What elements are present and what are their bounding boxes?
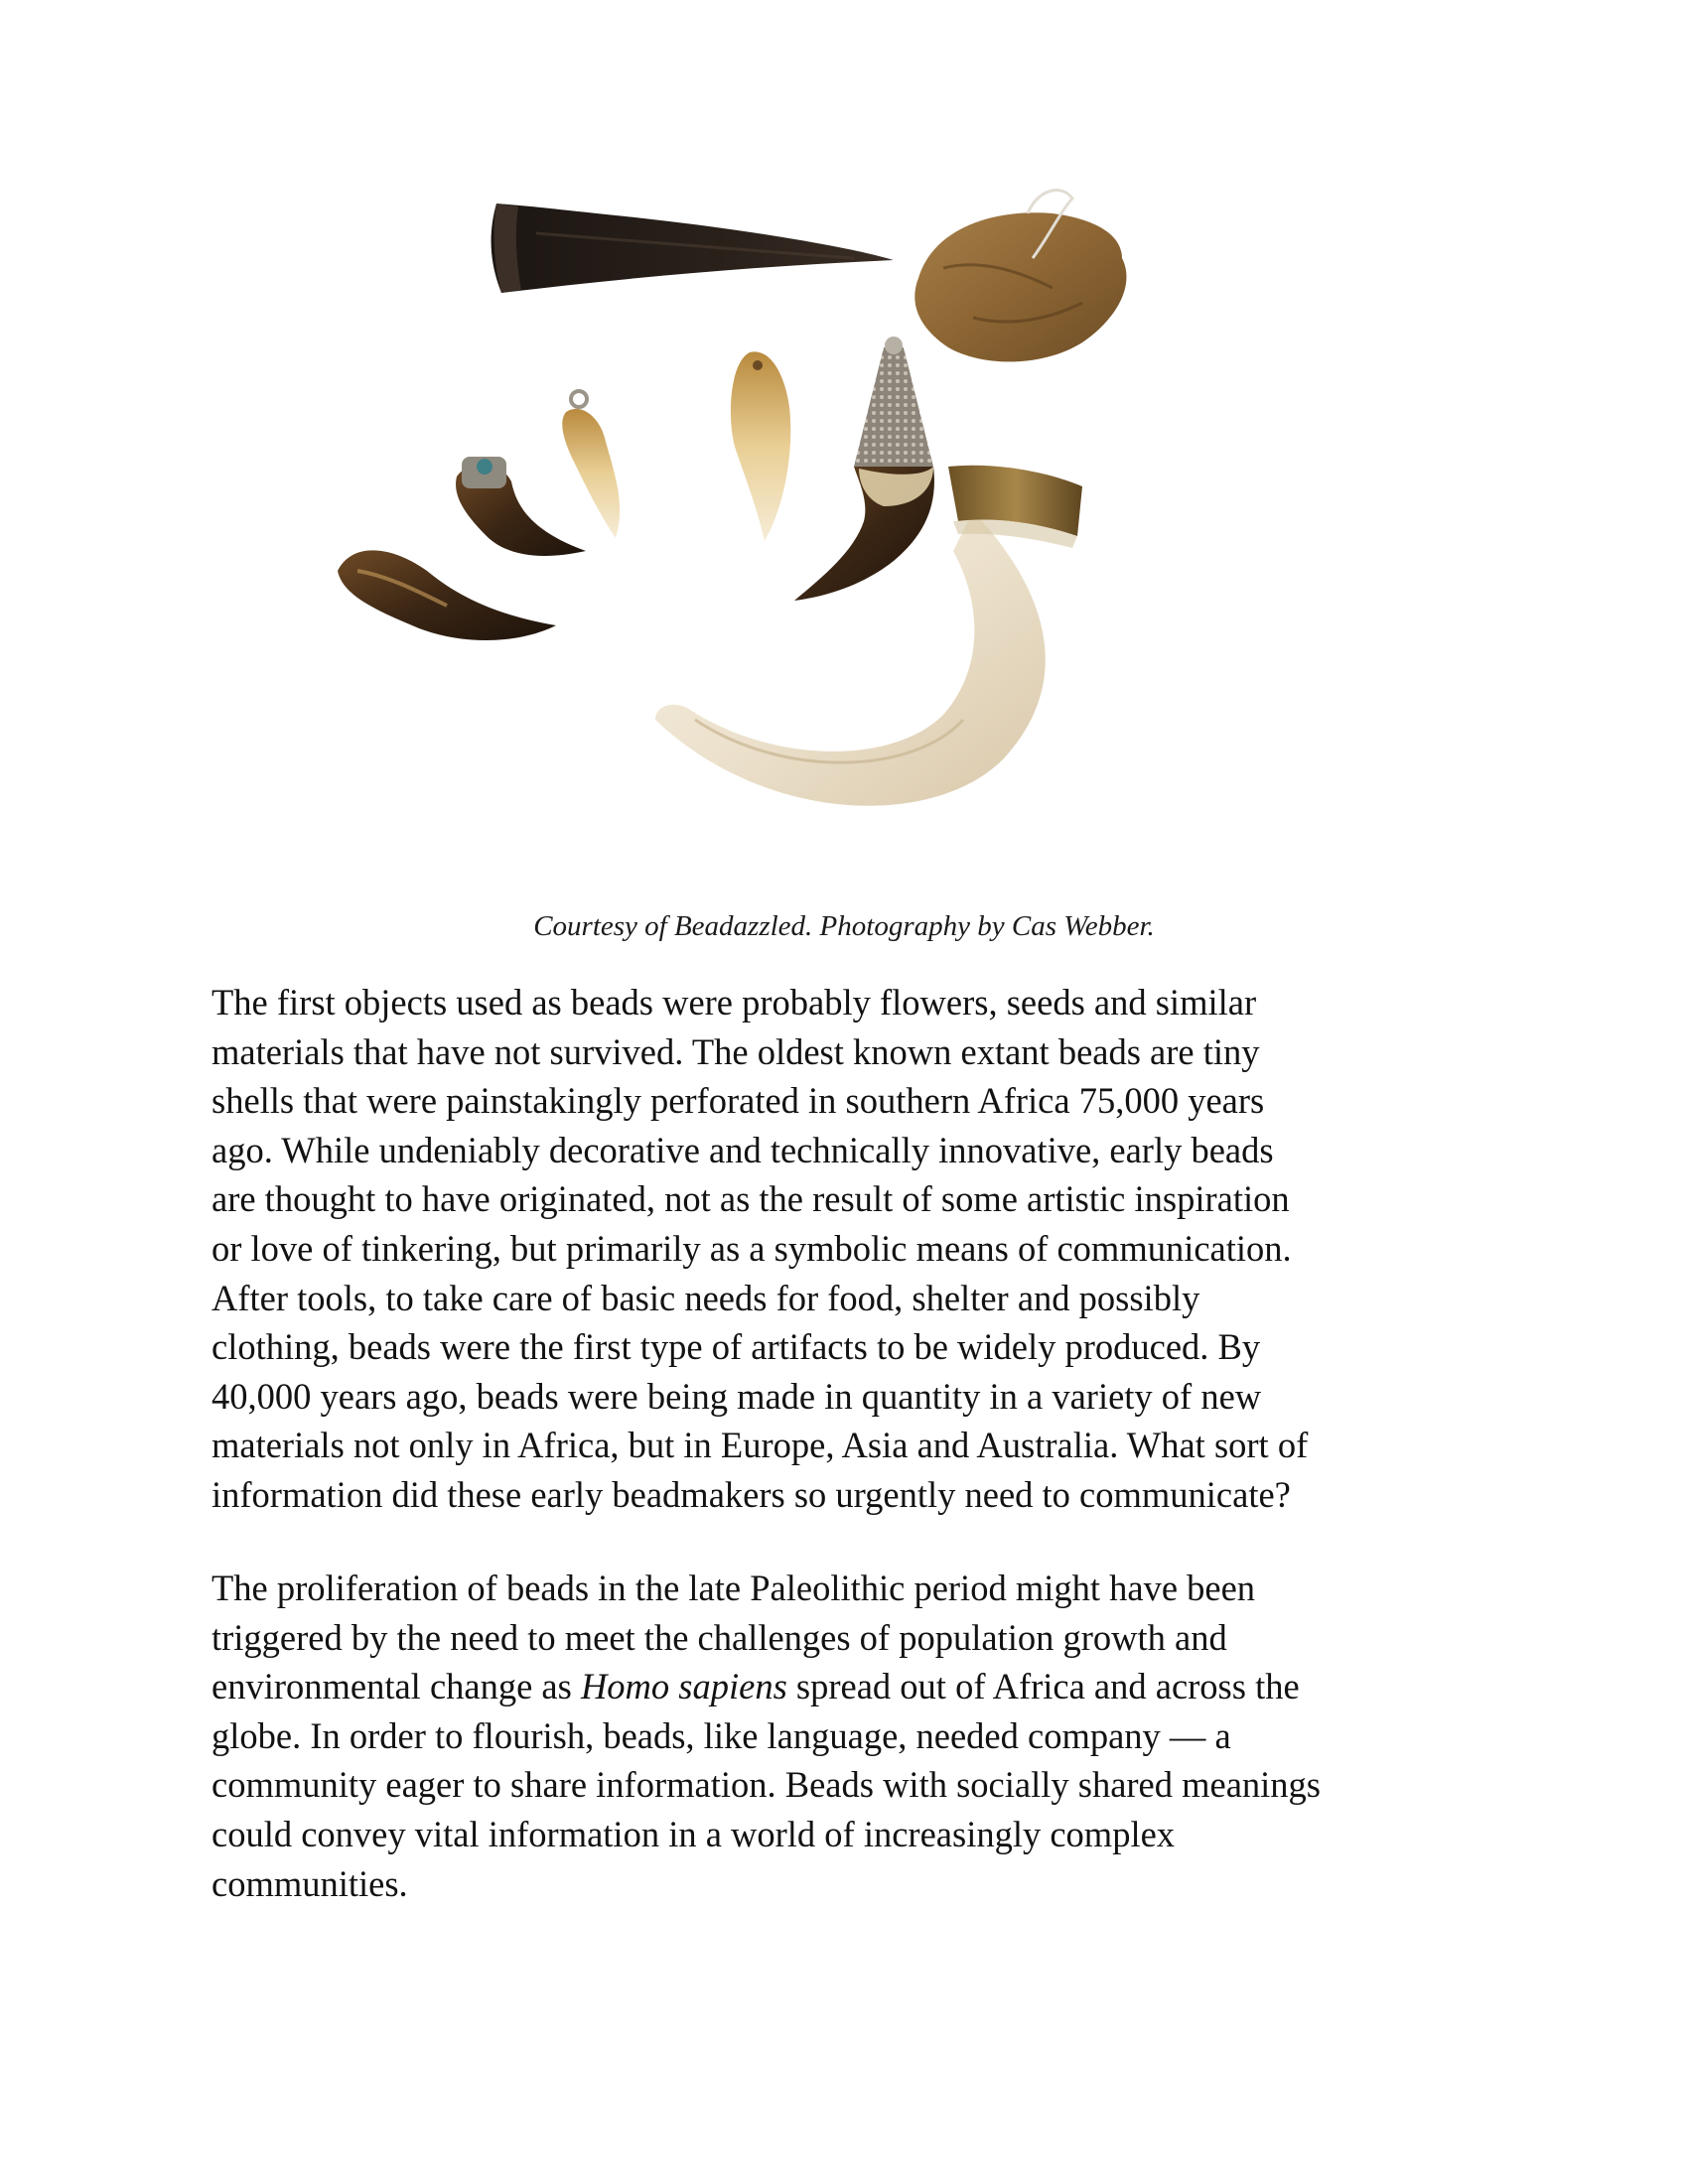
text-segment: environmental change as xyxy=(211,1666,581,1707)
text-line: are thought to have originated, not as the result of some artistic inspiration xyxy=(211,1178,1290,1220)
text-segment: spread out of Africa and across the xyxy=(786,1666,1300,1707)
text-line: materials that have not survived. The oldest known extant beads are tiny xyxy=(211,1030,1260,1072)
text-line: 40,000 years ago, beads were being made in quantity in a variety of new xyxy=(211,1375,1262,1417)
artifact-photograph xyxy=(298,179,1390,854)
stone-pendant xyxy=(914,191,1126,362)
text-line: or love of tinkering, but primarily as a symbolic means of communication. xyxy=(211,1227,1292,1269)
text-line: communities. xyxy=(211,1862,408,1904)
text-line: The proliferation of beads in the late Paleolithic period might have been xyxy=(211,1568,1256,1608)
italic-species-name: Homo sapiens xyxy=(580,1666,787,1707)
text-line: After tools, to take care of basic needs for food, shelter and possibly xyxy=(211,1277,1200,1318)
text-line: materials not only in Africa, but in Europe, Asia and Australia. What sort of xyxy=(211,1425,1309,1466)
text-line: shells that were painstakingly perforated in southern Africa 75,000 years xyxy=(211,1080,1265,1122)
figure-caption: Courtesy of Beadazzled. Photography by Cas Webber. xyxy=(533,910,1155,942)
text-line: clothing, beads were the first type of artifacts to be widely produced. By xyxy=(211,1326,1261,1368)
text-line: could convey vital information in a world of increasingly complex xyxy=(211,1813,1176,1854)
large-tooth-pendant xyxy=(731,351,790,541)
text-line: information did these early beadmakers so urgently need to communicate? xyxy=(211,1473,1291,1515)
bead-artifacts-illustration xyxy=(298,179,1390,854)
silver-capped-claw-pendant xyxy=(794,337,934,601)
text-line: The first objects used as beads were probably flowers, seeds and similar xyxy=(211,982,1257,1023)
text-line: triggered by the need to meet the challenges of population growth and xyxy=(211,1616,1227,1658)
text-line: community eager to share information. Beads with socially shared meanings xyxy=(211,1764,1322,1806)
small-claw-pendant xyxy=(456,457,586,556)
black-horn-pendant xyxy=(492,204,894,293)
text-line-with-italic xyxy=(211,1662,1502,1711)
text-line: globe. In order to flourish, beads, like language, needed company — a xyxy=(211,1714,1231,1756)
paragraph-1 xyxy=(211,978,1502,1520)
tiger-eye-claw-pendant xyxy=(338,550,556,640)
carved-tooth-pendant xyxy=(562,391,620,538)
text-line: ago. While undeniably decorative and technically innovative, early beads xyxy=(211,1129,1274,1170)
paragraph-2 xyxy=(211,1564,1502,1908)
